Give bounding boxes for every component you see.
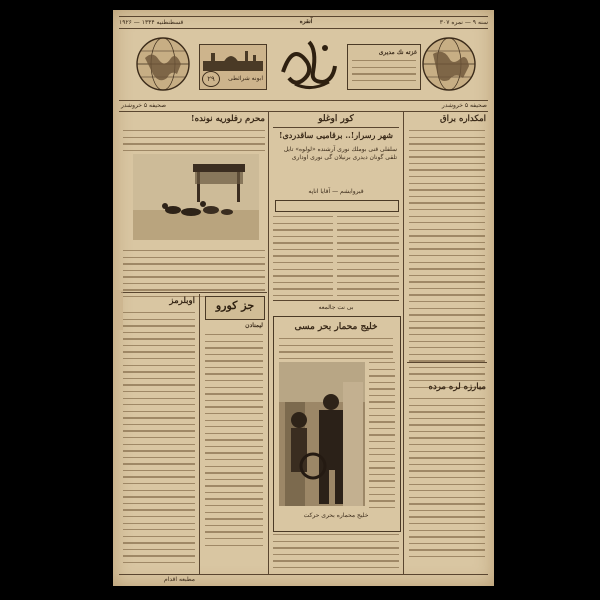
rule-left-1 [121, 292, 267, 293]
article-title-top-right: امکداره براق [440, 114, 486, 124]
section-logo-box [205, 296, 265, 320]
feature-intro [279, 338, 393, 364]
calligraphy-logo-icon [275, 32, 343, 94]
masthead-rule [119, 100, 488, 101]
article-body-center-bottom [273, 534, 399, 573]
photo-caption: خلیج محماره بحری حرکت [303, 512, 369, 519]
article-title-middle-right: خلیج محمار بحر مسی [294, 322, 378, 332]
article-title-bottom-right: مبارزه لره مرده [428, 382, 486, 392]
photo-ship-captain [279, 362, 365, 506]
masthead-left-caption: ابونه شرائطی [228, 75, 263, 82]
article-kicker-center: کور اوغلو [318, 114, 354, 124]
masthead-number: ۲۹ [202, 71, 220, 87]
article-sub-middle-center: لیمنادن [245, 322, 263, 329]
masthead-right-box [347, 44, 421, 90]
dateline-left: قسطنطنیه ۱۳۴۴ — ۱۹۲۶ [119, 19, 184, 26]
dateline-center: آنقره [299, 18, 313, 25]
article-body-center-a [337, 216, 399, 302]
masthead [119, 30, 488, 98]
masthead-left-box [199, 44, 267, 90]
article-body-top-left [123, 250, 265, 303]
article-title-center: شهر رسرار!.. برقامیی ساقدردی! [279, 130, 393, 140]
section-rule [119, 111, 488, 112]
column-rule-1 [268, 112, 269, 574]
column-rule-left [199, 294, 200, 574]
article-body-bottom-right [409, 398, 485, 562]
masthead-title-text [275, 32, 343, 33]
article-title-middle-left: اوبلرمز [169, 296, 195, 306]
article-lead-center: سلفلی قنی بوملك نوری آرشنده «لولوه» تایل تلقی گونان دیدری برنیلان گی نوری اوداری [283, 146, 397, 161]
byline-box [275, 200, 399, 212]
article-intro-top-left [123, 130, 265, 156]
rule-right-col [407, 362, 487, 363]
globe-left-icon [135, 36, 191, 92]
feature-side-text [369, 362, 395, 513]
masthead-right-box-text: غزته نك مدیری [378, 49, 417, 56]
column-rule-2 [403, 112, 404, 574]
dateline-rule [119, 28, 488, 29]
left-page-header: صحیفه ۵ خروشدر [121, 102, 167, 109]
article-kicker-middle-right: بی نت جالمعه [318, 304, 354, 311]
section-logo-text: جز کورو [215, 299, 255, 312]
kicker-rule [273, 127, 399, 128]
right-page-header: صحیفه ۵ خروشدر [441, 102, 487, 109]
masthead-title [275, 32, 343, 94]
paper-wear-mark [113, 290, 123, 330]
article-body-center-b [273, 216, 333, 302]
globe-right-icon [421, 36, 477, 92]
city-skyline-icon [201, 47, 265, 73]
top-rule [119, 16, 488, 17]
article-body-middle-center [205, 334, 263, 551]
bottom-rule [119, 574, 488, 575]
footer-imprint: مطبعه اقدام [163, 576, 195, 583]
rule-center-1 [273, 300, 399, 301]
article-body-middle-left [123, 312, 195, 569]
article-body-top-right [409, 130, 485, 393]
article-title-top-left: محرم رفلوریه نونده! [190, 114, 265, 124]
photo-beach-group [133, 154, 259, 240]
newspaper-page [113, 10, 494, 586]
dateline-right: سنه ۹ — نمره ۳۰۷ [439, 19, 488, 26]
article-byline-center: قیروایشم — آقایا اناپه [308, 188, 364, 195]
